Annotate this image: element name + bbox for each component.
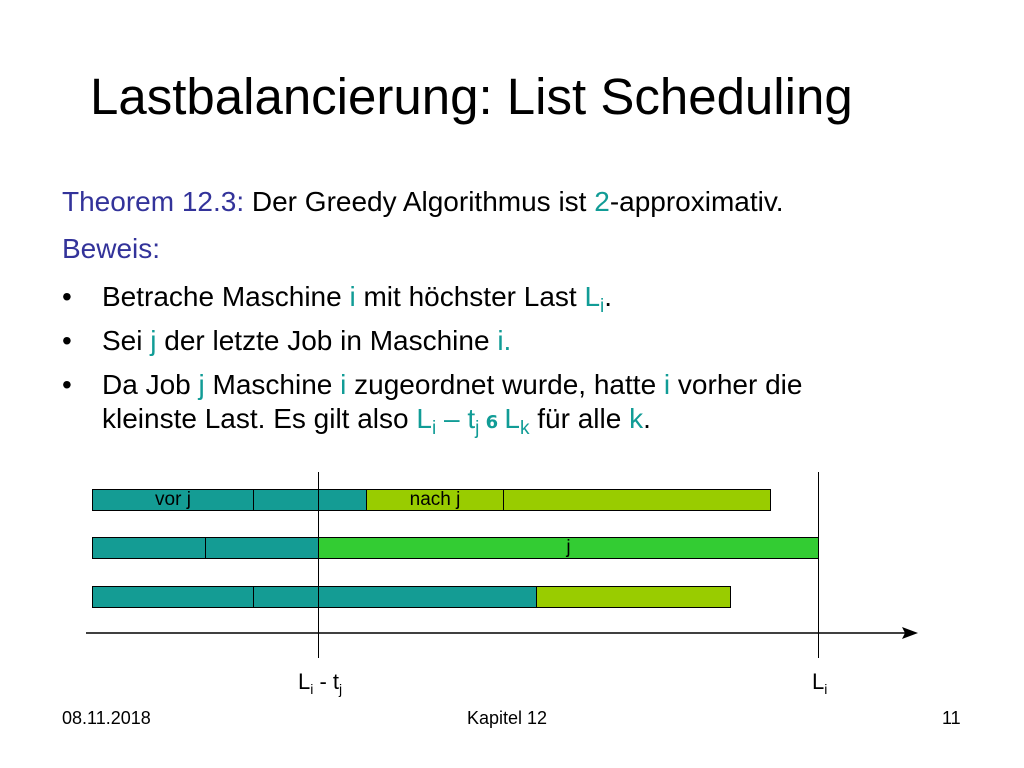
bullet-text-3-line-2: kleinste Last. Es gilt also $L_i - t_j$ 6 $L_k$ für alle k. bbox=[102, 403, 651, 439]
theorem-text: Der Greedy Algorithmus ist bbox=[244, 186, 595, 217]
time-axis bbox=[0, 623, 1024, 643]
footer-chapter: Kapitel 12 bbox=[467, 708, 548, 728]
bullet-item-1 bbox=[62, 280, 962, 316]
approx-factor: 2 bbox=[594, 186, 610, 217]
axis-label-li: $L_i$ bbox=[812, 669, 828, 697]
footer-page-number: 11 bbox=[942, 708, 961, 728]
bullet-icon: • bbox=[62, 325, 72, 356]
theorem-line bbox=[62, 185, 784, 219]
bullet-icon: • bbox=[62, 369, 72, 400]
job-bar bbox=[536, 586, 731, 608]
job-bar bbox=[503, 489, 771, 511]
job-bar bbox=[253, 586, 537, 608]
theorem-text-end: -approximativ. bbox=[609, 186, 784, 217]
bullet-icon: • bbox=[62, 281, 72, 312]
footer-date: 08.11.2018 bbox=[62, 708, 151, 728]
label-j: j bbox=[566, 537, 571, 558]
bullet-text-2: Sei j der letzte Job in Maschine i. bbox=[102, 325, 512, 356]
proof-label: Beweis: bbox=[62, 233, 161, 264]
job-bar bbox=[205, 537, 319, 559]
job-bar bbox=[92, 537, 206, 559]
theorem-label: Theorem 12.3: bbox=[62, 186, 245, 217]
label-vor-j: vor j bbox=[155, 489, 191, 510]
job-bar bbox=[92, 586, 254, 608]
bullet-text-1: Betrache Maschine i mit höchster Last $L_i$. bbox=[102, 281, 613, 317]
slide-title: Lastbalancierung: List Scheduling bbox=[90, 68, 853, 125]
axis-label-li-minus-tj: $L_i - t_j$ bbox=[298, 669, 343, 697]
label-nach-j: nach j bbox=[409, 489, 461, 510]
bullet-item-3 bbox=[62, 368, 982, 440]
bullet-item-2 bbox=[62, 324, 962, 360]
bullet-text-3-line-1: Da Job j Maschine i zugeordnet wurde, hatte i vorher die bbox=[102, 369, 803, 400]
job-bar bbox=[253, 489, 367, 511]
